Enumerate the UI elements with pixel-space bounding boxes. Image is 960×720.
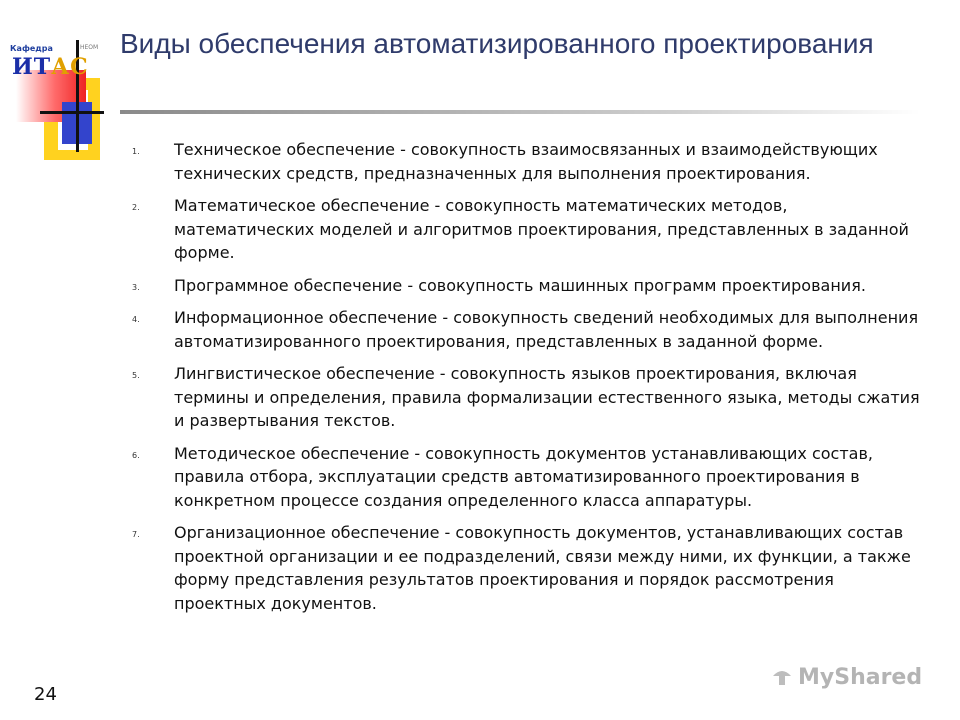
logo-tag: НЕОМ [80,44,99,51]
list-item-number: 2. [132,203,140,212]
list-item-text: Техническое обеспечение - совокупность взаимосвязанных и взаимодействующих технических средств, предназначенных для выполнения проектирования. [174,140,878,183]
logo-wordmark-main: ИТ [12,54,52,80]
list-item-text: Методическое обеспечение - совокупность документов устанавливающих состав, правила отбора, эксплуатации средств автоматизированного проектирования в конкретном процессе создания определенного класса аппаратуры. [174,443,873,510]
list-item-text: Информационное обеспечение - совокупность сведений необходимых для выполнения автоматизированного проектирования, представленных в заданной форме. [174,308,919,351]
list-item-number: 7. [132,530,140,539]
logo-wordmark-highlight: АС [51,54,89,80]
list-item [132,442,932,513]
list-item [132,362,932,433]
logo-wordmark [12,54,89,80]
list-item-text: Организационное обеспечение - совокупность документов, устанавливающих состав проектной организации и ее подразделений, связи между ними, их функции, а также форму представления результатов проектирования и порядок рассмотрения проектных документов. [174,523,911,613]
slide-title: Виды обеспечения автоматизированного проектирования [120,28,874,59]
list-item-text: Математическое обеспечение - совокупность математических методов, математических моделей и алгоритмов проектирования, представленных в заданной форме. [174,196,909,262]
mushroom-logo-icon [770,665,794,689]
list-item-number: 5. [132,371,140,380]
support-types-list [132,138,932,624]
watermark-text: MyShared [798,664,923,690]
list-item-number: 3. [132,282,140,292]
list-item-number: 4. [132,315,140,324]
watermark [770,662,922,692]
list-item-number: 1. [132,147,140,156]
list-item [132,521,932,615]
page-number: 24 [34,684,57,705]
list-item [132,274,932,298]
list-item-text: Программное обеспечение - совокупность машинных программ проектирования. [174,275,866,295]
title-divider [120,110,920,114]
logo-horizontal-line [40,111,104,114]
list-item [132,306,932,353]
list-item-text: Лингвистическое обеспечение - совокупность языков проектирования, включая термины и определения, правила формализации естественного языка, методы сжатия и развертывания текстов. [174,364,920,430]
list-item-number: 6. [132,450,140,460]
list-item [132,194,932,265]
department-logo [0,0,130,170]
logo-caption: Кафедра [10,44,53,53]
list-item [132,138,932,185]
